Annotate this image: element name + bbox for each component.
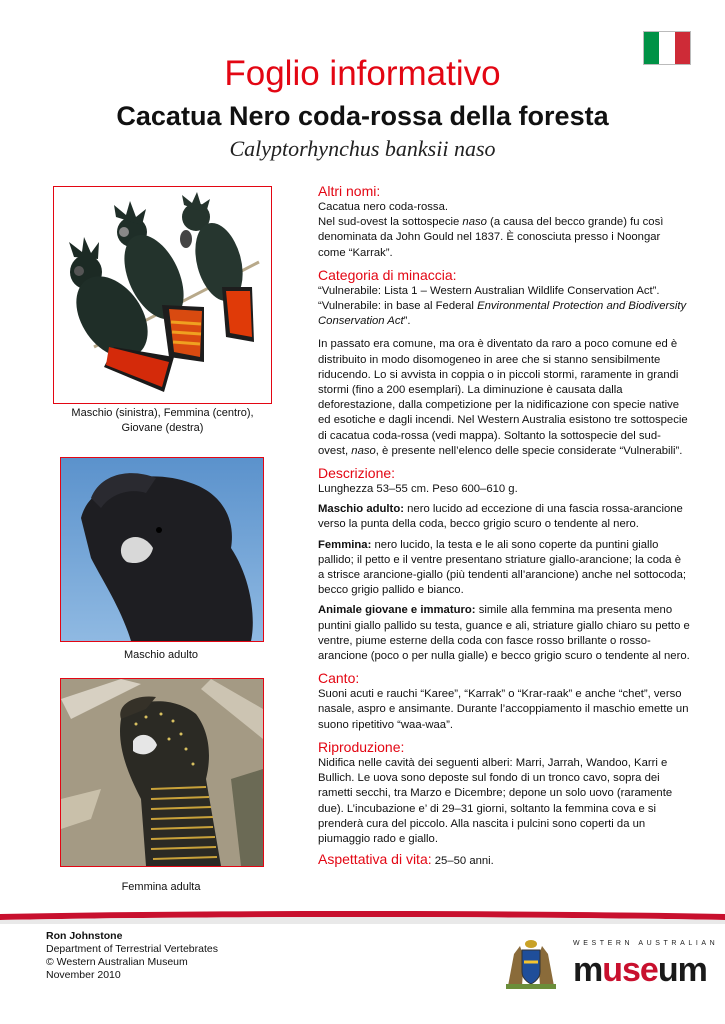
coat-of-arms-logo (500, 936, 562, 992)
canto-text: Suoni acuti e rauchi “Karee”, “Karrak” o “Krar-raak” e anche “chet”, verso nasale, aspro e ansimante. Durante l’accoppiamento il maschio emette un suono ripetitivo “waa-waa”. (318, 688, 689, 731)
museum-logo-top: WESTERN AUSTRALIAN (573, 940, 719, 947)
scientific-name: Calyptorhynchus banksii naso (229, 136, 496, 161)
date: November 2010 (46, 969, 121, 981)
minaccia-paragraph: In passato era comune, ma ora è diventato da raro a poco comune ed è distribuito in modo disomogeneo in aree che si stanno sensibilmente riducendo. Lo si avvista in coppia o in piccoli stormi, raramente in grandi stormi (fino a 200 esemplari). La diminuzione è causata dalla deforestazione, dalla competizione per la nidificazione con specie native ed esotiche e dagli incendi. Nel Western Australia esistono tre sottospecie di cacatua coda-rossa (vedi mappa). Soltanto la sottospecie del sud-ovest, naso, è presente nell’elenco delle specie considerate “Vulnerabili”. (318, 338, 688, 457)
heading-altri-nomi: Altri nomi: (318, 183, 381, 199)
riproduzione-text: Nidifica nelle cavità dei seguenti alberi: Marri, Jarrah, Wandoo, Karri e Bullich. Le uova sono deposte sul fondo di un tronco cavo, sopra dei rametti secchi, tra Marzo e Dicembre; depone un solo uovo (raramente due). L’incubazione e’ di 29–31 giorni, soltanto la femmina cova e si prenderà cura del piccolo. Alla nascita i pulcini sono coperti da un piumaggio rado e giallo. (318, 756, 673, 845)
caption-adult-male: Maschio adulto (124, 649, 198, 661)
copyright: © Western Australian Museum (46, 956, 188, 968)
credits (46, 930, 218, 982)
descrizione-size: Lunghezza 53–55 cm. Peso 600–610 g. (318, 483, 518, 496)
descrizione-female: Femmina: nero lucido, la testa e le ali sono coperte da puntini giallo pallido; il petto e il ventre presentano striature giallo-arancione; la coda è a strisce arancione-giallo (più tendenti all’arancione) anche nel sottocoda; becco grigio pallido e bianco. (318, 538, 686, 597)
heading-canto: Canto: (318, 670, 360, 687)
heading-riproduzione: Riproduzione: (318, 738, 405, 755)
page-subtitle: Cacatua Nero coda-rossa della foresta (116, 101, 609, 131)
photo-adult-male (60, 457, 264, 642)
museum-logo: museum (573, 951, 707, 989)
footer-wave (0, 906, 725, 924)
descrizione-juvenile: Animale giovane e immaturo: simile alla femmina ma presenta meno puntini giallo pallido su testa, guance e ali, striature giallo chiaro su petto e ventre, piume esterne della coda con fasce rosso brillante o rosso- arancione (poco o per nulla gialle) e becco grigio scuro o tendente al nero. (318, 604, 690, 663)
illustration-three-cockatoos (53, 186, 272, 404)
page-title: Foglio informativo (224, 54, 501, 93)
heading-categoria-minaccia: Categoria di minaccia: (318, 266, 457, 283)
minaccia-line2: “Vulnerabile: in base al Federal Environmental Protection and Biodiversity Conservation Act”. (318, 300, 687, 328)
author-name: Ron Johnstone (46, 930, 123, 942)
aspettativa-line: Aspettativa di vita: 25–50 anni. (318, 851, 494, 868)
heading-descrizione: Descrizione: (318, 465, 396, 482)
minaccia-line1: “Vulnerabile: Lista 1 – Western Australian Wildlife Conservation Act”. (318, 284, 660, 297)
caption-illustration: Maschio (sinistra), Femmina (centro), Giovane (destra) (71, 407, 254, 434)
descrizione-male: Maschio adulto: nero lucido ad eccezione di una fascia rossa-arancione verso la punta della coda, becco grigio scuro o tendente al nero. (318, 503, 683, 531)
fact-column (318, 182, 690, 869)
altri-nomi-text: Nel sud-ovest la sottospecie naso (a causa del becco grande) fu così denominata da John Gould nel 1837. È conosciuta presso i Noongar come “Karrak”. (318, 216, 664, 259)
photo-adult-female (60, 678, 264, 867)
caption-adult-female: Femmina adulta (121, 881, 201, 893)
altri-nomi-line1: Cacatua nero coda-rossa. (318, 201, 448, 213)
department: Department of Terrestrial Vertebrates (46, 943, 218, 955)
